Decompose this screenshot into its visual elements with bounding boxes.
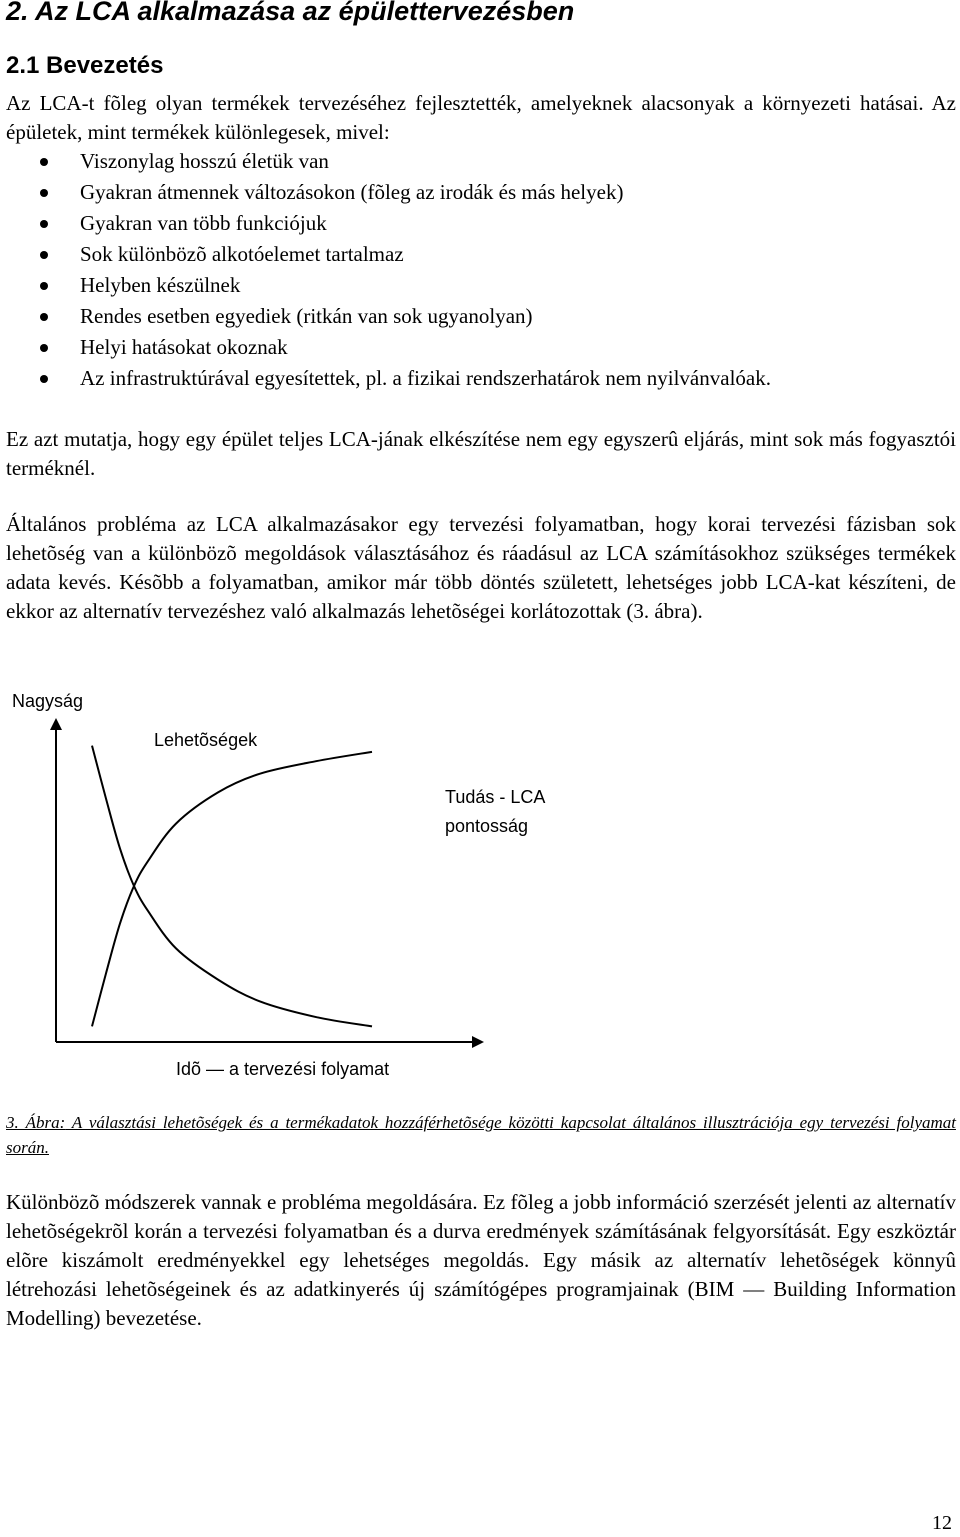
x-axis-label: Idõ — a tervezési folyamat	[176, 1059, 390, 1079]
paragraph-3: Általános probléma az LCA alkalmazásakor egy tervezési folyamatban, hogy korai tervezési fázisban sok lehetõség van a különbözõ megoldások választásához és ráadásul az LCA számításokhoz szükséges termékek adata kevés. Késõbb a folyamatban, amikor már több döntés született, lehetséges jobb LCA-kat készíteni, de ekkor az alternatív tervezéshez való alkalmazás lehetõségei korlátozottak (3. ábra).	[6, 512, 956, 623]
series-label-2: Tudás - LCA pontosság	[445, 787, 546, 836]
figure-caption	[6, 1110, 956, 1160]
list-item: Rendes esetben egyediek (ritkán van sok ugyanolyan)	[6, 301, 956, 332]
bullet-icon	[40, 251, 48, 259]
list-item: Helyben készülnek	[6, 270, 956, 301]
figure-caption-label: 3. Ábra:	[6, 1113, 66, 1132]
series-label-1: Lehetõségek	[154, 730, 258, 750]
list-item: Gyakran átmennek változásokon (fõleg az irodák és más helyek)	[6, 177, 956, 208]
bullet-icon	[40, 344, 48, 352]
bullet-icon	[40, 375, 48, 383]
paragraph-2: Ez azt mutatja, hogy egy épület teljes LCA-jának elkészítése nem egy egyszerû eljárás, mint sok más fogyasztói terméknél.	[6, 427, 956, 480]
figure-caption-text: A választási lehetõségek és a termékadatok hozzáférhetõsége közötti kapcsolat általános illusztrációja egy tervezési folyamat során.	[6, 1113, 956, 1157]
bullet-list	[6, 146, 956, 394]
y-axis-label: Nagyság	[12, 691, 84, 711]
bullet-icon	[40, 220, 48, 228]
bullet-icon	[40, 158, 48, 166]
section-title: 2.1 Bevezetés	[6, 52, 164, 79]
series-line-2	[92, 746, 372, 1027]
intro-paragraph: Az LCA-t fõleg olyan termékek tervezéséhez fejlesztették, amelyeknek alacsonyak a környezeti hatásai. Az épületek, mint termékek különlegesek, mivel:	[6, 91, 956, 144]
page-number: 12	[932, 1512, 952, 1534]
bullet-icon	[40, 282, 48, 290]
list-item: Gyakran van több funkciójuk	[6, 208, 956, 239]
paragraph-4: Különbözõ módszerek vannak e probléma megoldására. Ez fõleg a jobb információ szerzését jelenti az alternatív lehetõségekrõl korán a tervezési folyamatban és a durva eredmények számításának felgyorsítását. Egy eszköztár elõre kiszámolt eredményekkel egy lehetséges megoldás. Egy másik az alternatív lehetõségek könnyû létrehozási lehetõségeinek és az adatkinyerés új számítógépes programjainak (BIM — Building Information Modelling) bevezetése.	[6, 1190, 956, 1330]
list-item: Az infrastruktúrával egyesítettek, pl. a fizikai rendszerhatárok nem nyilvánvalóak.	[6, 363, 956, 394]
list-item: Helyi hatásokat okoznak	[6, 332, 956, 363]
bullet-icon	[40, 189, 48, 197]
list-item: Sok különbözõ alkotóelemet tartalmaz	[6, 239, 956, 270]
figure-chart	[0, 680, 960, 1090]
list-item: Viszonylag hosszú életük van	[6, 146, 956, 177]
bullet-icon	[40, 313, 48, 321]
chapter-title: 2. Az LCA alkalmazása az épülettervezésben	[6, 0, 575, 26]
series-line-1	[92, 752, 372, 1027]
